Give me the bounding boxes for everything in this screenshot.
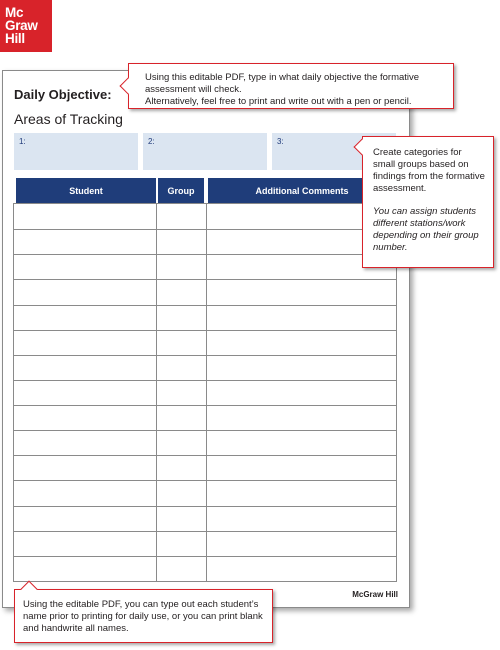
category-field-1[interactable] [14,133,138,170]
column-header-student: Student [16,178,156,203]
category-label-1: 1: [19,137,26,146]
areas-of-tracking-title: Areas of Tracking [14,111,123,127]
categories-callout [362,136,494,268]
daily-objective-label: Daily Objective: [14,87,112,102]
row-divider [14,506,396,507]
names-callout-text: Using the editable PDF, you can type out each student’s name prior to printing for daily use, or you can print blank and handwrite all names. [23,599,263,634]
objective-callout-text-1: Using this editable PDF, type in what daily objective the formative assessment will check. [145,72,420,95]
row-divider [14,330,396,331]
logo-line-2: Graw [5,18,38,33]
row-divider [14,405,396,406]
row-divider [14,380,396,381]
row-divider [14,254,396,255]
objective-callout-text-2: Alternatively, feel free to print and write out with a pen or pencil. [145,96,412,107]
tracking-table[interactable] [13,203,397,582]
logo-line-3: Hill [5,31,25,46]
worksheet-page [2,70,410,608]
logo-line-1: Mc [5,5,24,20]
mcgraw-hill-logo [0,0,52,52]
column-divider [156,204,157,581]
category-label-2: 2: [148,137,155,146]
row-divider [14,480,396,481]
row-divider [14,556,396,557]
row-divider [14,455,396,456]
row-divider [14,355,396,356]
names-callout [14,589,273,643]
row-divider [14,305,396,306]
row-divider [14,531,396,532]
row-divider [14,229,396,230]
column-divider [206,204,207,581]
category-field-2[interactable] [143,133,267,170]
category-label-3: 3: [277,137,284,146]
categories-callout-italic: You can assign students different stations/work depending on their group number. [373,206,479,253]
column-header-comments: Additional Comments [208,178,396,203]
row-divider [14,430,396,431]
row-divider [14,279,396,280]
footer-brand: McGraw Hill [352,590,398,599]
categories-callout-text: Create categories for small groups based on findings from the formative assessment. [373,147,485,194]
objective-callout [128,63,454,109]
column-header-group: Group [158,178,204,203]
